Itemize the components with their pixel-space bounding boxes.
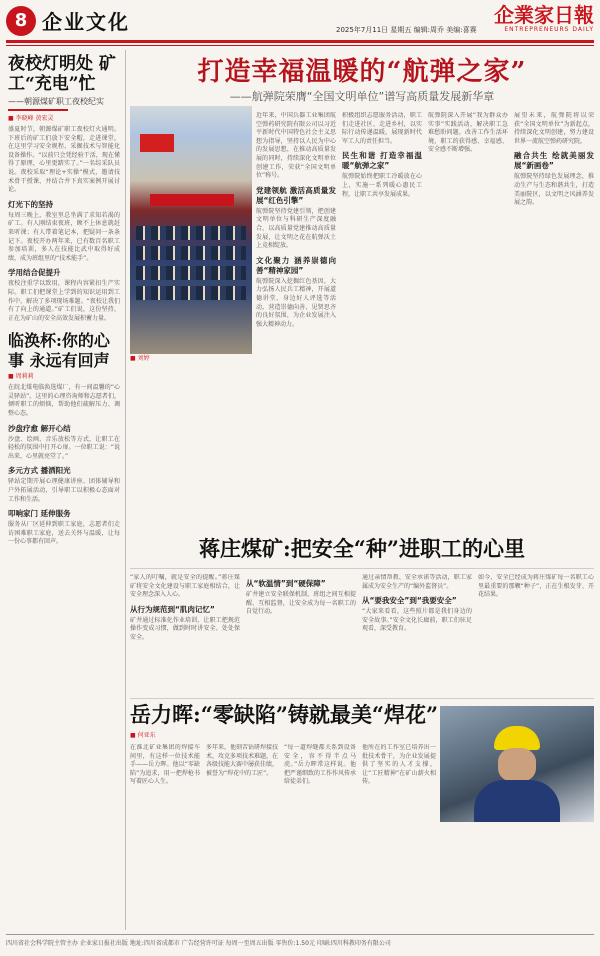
article-text: 航弹院坚持绿色发展理念，推动生产与生态和谐共生，打造美丽院区，以文明之风涵养发展之韵。 [514,173,594,207]
page-footer: 四川省社会科学院主管主办 企业家日报社出版 地址:四川省成都市 广告经营许可证 每周一至周五出版 零售价:1.50元 印刷:四川科教印务有限公司 [6,934,594,956]
story2-column-3 [362,574,472,694]
face-shape [498,748,536,782]
story2-column-2 [246,574,356,694]
people-row [136,266,246,280]
left-paragraph: 盛夏时节，朝源煤矿职工夜校灯火通明。下班后的矿工们放下安全帽，走进课堂，在这里学习安全规程、采掘技术与智能化设备操作。“以前只会凭经验干活，现在懂得了原理，心里更踏实了。”一名综采队员说。夜校采取“理论+实操”模式，邀请技术骨干授课，并结合井下真实案例开展讨论。 [8,126,120,194]
article-text: 如今，安全已经成为蒋庄煤矿每一名职工心里最重要的那颗“种子”，正在生根发芽、开花结果。 [478,574,594,599]
article-text: “大家来看看，这些照片都是我们身边的安全故事。”安全文化长廊前，职工们驻足观看，深受教育。 [362,608,472,633]
header-rule [6,40,594,43]
people-row [136,286,246,300]
story3-column-3 [284,744,356,928]
article-subhead: 从“软温情”到“硬保障” [246,579,326,588]
article-text: 展望未来，航弹院将以荣获“全国文明单位”为新起点，持续深化文明创建，努力建设世界一流航空弹药研究院。 [514,112,594,145]
article-text: 近年来，中国兵器工业集团航空弹药研究院有限公司以习近平新时代中国特色社会主义思想为指导，坚持以人民为中心的发展思想，在推动高质量发展的同时，持续深化文明单位创建工作，荣获“全国文明单位”称号。 [256,112,336,180]
left-headline-2: 临涣杯:你的心事 永远有回声 [8,331,110,371]
story-divider [130,698,594,699]
article-text: 多年来，他刻苦钻研焊接技术，攻克多项技术难题，在各级技能大赛中屡获佳绩，被誉为“焊花中的工匠”。 [206,744,278,777]
article-text: 航弹院深入挖掘红色基因，大力弘扬人民兵工精神，开展道德讲堂、身边好人评选等活动，营造崇德向善、见贤思齐的良好氛围，为企业发展注入强大精神动力。 [256,277,336,328]
left-accent-bar [8,109,68,111]
article-text: 他所在的工作室已培养出一批技术骨干，为企业发展提供了坚实的人才支撑，让“工匠精神”在矿山薪火相传。 [362,744,436,786]
left-paragraph: 每周三晚上，教室里总坐满了求知若渴的矿工。有人刚结束夜班，顾不上休息就赶来听课；有人带着笔记本，把疑问一条条记下。夜校开办两年来，已有数百名职工参加培训，多人在技能比武中取得好成绩，成为班组里的“技术能手”。 [8,211,120,262]
main-subheadline: ——航弹院荣膺“全国文明单位”谱写高质量发展新华章 [229,90,495,103]
article-subhead: 从行为规范到“肌肉记忆” [130,604,215,614]
left-paragraph: 在皖北煤电临涣选煤厂，有一间温馨的“心灵驿站”。这里的心理咨询师和志愿者们，倾听职工的烦恼，帮助他们疏解压力、调整心态。 [8,384,120,418]
article-subhead: 融合共生 绘就美丽发展“新画卷” [514,151,594,171]
logo-subtext: ENTREPRENEURS DAILY [504,26,594,33]
article-subhead: 文化聚力 涵养崇德向善“精神家园” [256,255,336,275]
article-text: 矿井通过标准化作业培训，让职工把规范操作变成习惯，做到时时讲安全、处处保安全。 [130,616,240,641]
uniform-shape [474,780,560,822]
story3-headline: 岳力晖:“零缺陷”铸就最美“焊花” [130,702,439,727]
left-headline: 夜校灯明处 矿工“充电”忙 [8,54,116,94]
main-headline: 打造幸福温暖的“航弹之家” [197,57,527,87]
left-paragraph: 驿站定期开展心理健康讲座、团体辅导和户外拓展活动，引导职工以积极心态面对工作和生活。 [8,478,120,503]
left-subhead: 学用结合促提升 [8,268,61,278]
date-line: 2025年7月11日 星期五 编辑:周乔 美编:喜赛 [336,26,477,34]
article-subhead: 民生和谐 打造幸福温暖“航弹之家” [342,151,422,171]
banner-shape [150,194,234,206]
people-row [136,226,246,240]
left-subhead: 沙盘疗愈 解开心结 [8,423,71,433]
left-subheadline: ——朝源煤矿职工夜校纪实 [8,97,104,106]
article-column-1 [256,112,336,532]
header-thin-rule [6,45,594,46]
article-column-2 [342,112,422,532]
story3-column-2 [206,744,278,928]
story2-column-1 [130,574,240,694]
photo-credit: ■ 刘婷 [130,355,150,362]
left-paragraph: 服务从厂区延伸到职工家庭，志愿者们走访困难职工家庭，送去关怀与温暖，让每一份心事都有回声。 [8,521,120,546]
left-byline: ■ 李晓峰 黄宏灵 [8,115,54,122]
group-photo [130,106,252,354]
section-title: 企业文化 [42,10,130,34]
left-paragraph: 夜校注重学以致用，课程内容紧扣生产实际。职工们把课堂上学到的知识运用到工作中，解决了多项现场难题。“夜校让我们有了向上的通道。”矿工们说，这份坚持，正在为矿山的安全高效发展积蓄力量。 [8,280,120,322]
article-column-4 [514,112,594,532]
left-subhead: 多元方式 播洒阳光 [8,466,71,476]
story3-column-4 [362,744,436,928]
article-subhead: 从“要我安全”到“我要安全” [362,596,457,606]
left-column [6,50,122,930]
article-text: 矿井建立安全联保机制，班组之间互相提醒、互相监督，让安全成为每一名职工的自觉行动。 [246,591,356,616]
article-text: 通过亲情帮教、安全承诺等活动，职工家属成为安全生产的“编外监督员”。 [362,574,472,590]
article-text: “家人的叮嘱，就是安全的提醒。”蒋庄煤矿将安全文化建设与职工家庭相结合，让安全理念深入人心。 [130,574,240,599]
masthead [6,4,594,42]
article-text: 航弹院深入开展“我为群众办实事”实践活动，解决职工急难愁盼问题，改善工作生活环境，职工的获得感、幸福感、安全感不断增强。 [428,112,508,154]
story3-column-1 [130,744,200,928]
story2-headline: 蒋庄煤矿:把安全“种”进职工的心里 [199,536,525,561]
left-subhead: 叩响家门 延伸服务 [8,509,71,519]
welder-portrait [440,706,594,822]
flag-shape [140,134,174,152]
article-text: 航弹院始终把职工冷暖放在心上，实施一系列暖心惠民工程，让职工共享发展成果。 [342,173,422,198]
column-divider [125,50,126,930]
article-text: 在淮北矿业集团的焊接车间里，有这样一位技术能手——岳力晖。他以“零缺陷”为追求，用一把焊枪书写着匠心人生。 [130,744,200,786]
people-row [136,246,246,260]
hardhat-shape [494,726,540,750]
article-text: 积极组织志愿服务活动，职工们走进社区、走进乡村，以实际行动传递温暖，展现新时代军工人的责任担当。 [342,112,422,145]
story2-rule [130,568,594,569]
left-byline-2: ■ 周莉莉 [8,373,34,381]
article-subhead: 党建领航 激活高质量发展“红色引擎” [256,185,336,205]
story2-column-4 [478,574,594,694]
newspaper-logo [494,4,594,34]
article-text: 航弹院坚持党建引领，把创建文明单位与科研生产深度融合，以高质量党建推动高质量发展，让文明之花在航弹沃土上竞相绽放。 [256,207,336,250]
logo-text: 企業家日報 [494,3,594,27]
story3-byline: ■ 何亚东 [130,732,156,739]
left-paragraph: 沙盘、绘画、音乐放松等方式，让职工在轻松的氛围中打开心扉。一位职工说：“说出来，心里就亮堂了。” [8,435,120,460]
article-column-3 [428,112,508,532]
article-text: “每一道焊缝都关系到设备安全，容不得半点马虎。”岳力晖常这样说。他把严谨细致的工作作风传承给徒弟们。 [284,744,356,786]
page-number-badge: 8 [6,6,36,36]
left-subhead: 灯光下的坚持 [8,199,53,209]
